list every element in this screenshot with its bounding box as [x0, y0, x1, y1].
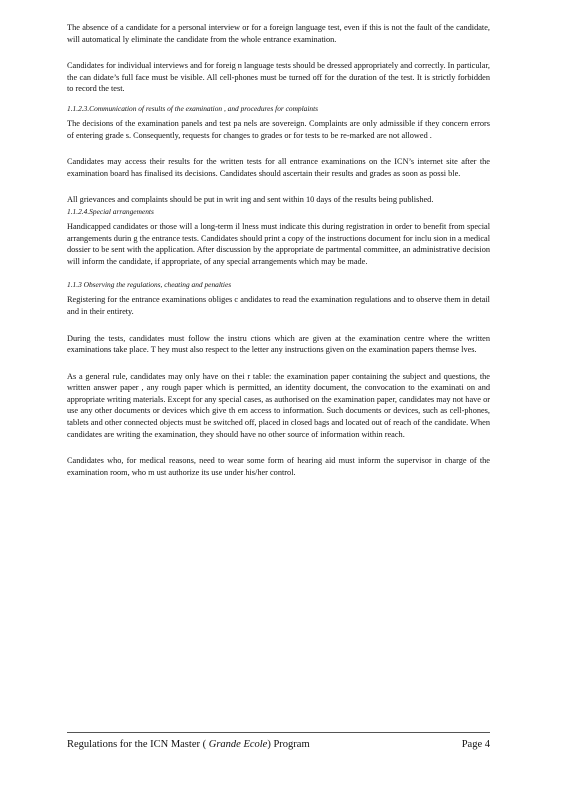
section-heading-special-arrangements: 1.1.2.4.Special arrangements: [67, 206, 154, 216]
paragraph-general-rule: As a general rule, candidates may only have on thei r table: the examination paper containing the subject and questions, the written answer paper , any rough paper which is permitted, an identity document, the convocation to the examinati on and appropriate writing materials. Except for any special cases, as authorised on the examination paper, candidates may not have or use any other documents or devices which give th em access to information. Such documents or devices, such as cell-phones, tablets and other connected objects must be switched off, placed in closed bags and located out of reach of the candidate. When candidates are writing the examination, they should have no other source of information within reach.: [67, 371, 490, 439]
section-heading-communication: 1.1.2.3.Communication of results of the examination , and procedures for complaints: [67, 103, 319, 113]
paragraph-during-tests: During the tests, candidates must follow the instru ctions which are given at the examination centre where the written examinations take place. T hey must also respect to the letter any instructions given on the examination papers themse lves.: [67, 333, 490, 355]
paragraph-dress-code: Candidates for individual interviews and for foreig n language tests should be dressed appropriately and correctly. In particular, the can didate’s full face must be visible. All cell-phones must be turned off for the duration of the test. It is strictly forbidden to record the test.: [67, 61, 490, 94]
section-heading-regulations: 1.1.3 Observing the regulations, cheating and penalties: [67, 280, 232, 290]
page-number: Page 4: [461, 739, 490, 750]
page-footer: [67, 732, 490, 750]
paragraph-grievances: All grievances and complaints should be put in writ ing and sent within 10 days of the results being published.: [67, 195, 434, 205]
paragraph-results-access: Candidates may access their results for the written tests for all entrance examinations on the ICN’s internet site after the examination board has finalised its decisions. Candidates should ascertain their results and grades as soon as possi ble.: [67, 157, 490, 178]
footer-title-suffix: ) Program: [267, 739, 310, 750]
paragraph-registering: Registering for the entrance examinations obliges c andidates to read the examination regulations and to observe them in detail and in their entirety.: [67, 295, 490, 316]
paragraph-handicapped: Handicapped candidates or those will a long-term il lness must indicate this during registration in order to benefit from special arrangements durin g the entrance tests. Candidates should print a copy of the instructions document for inclu sion in a medical dossier to be sent with the application. After discussion by the appropriate de partmental committee, an administrative decision will inform the candidate, if appropriate, of any special arrangements which may be made.: [67, 221, 490, 266]
footer-title: [67, 739, 310, 750]
footer-title-prefix: Regulations for the ICN Master (: [67, 739, 207, 750]
paragraph-hearing-aid: Candidates who, for medical reasons, need to wear some form of hearing aid must inform the supervisor in charge of the examination room, who m ust authorize its use under his/her control.: [67, 456, 490, 477]
footer-title-italic: Grande Ecole: [208, 739, 268, 750]
document-body: [67, 22, 490, 478]
paragraph-absence: The absence of a candidate for a personal interview or for a foreign language test, even if this is not the fault of the candidate, will automatical ly eliminate the candidate from the whole entrance examination.: [67, 23, 490, 44]
paragraph-decisions: The decisions of the examination panels and test pa nels are sovereign. Complaints are only admissible if they concern errors of entering grade s. Consequently, requests for changes to grades or for tests to be re-marked are not allowed .: [67, 118, 490, 140]
